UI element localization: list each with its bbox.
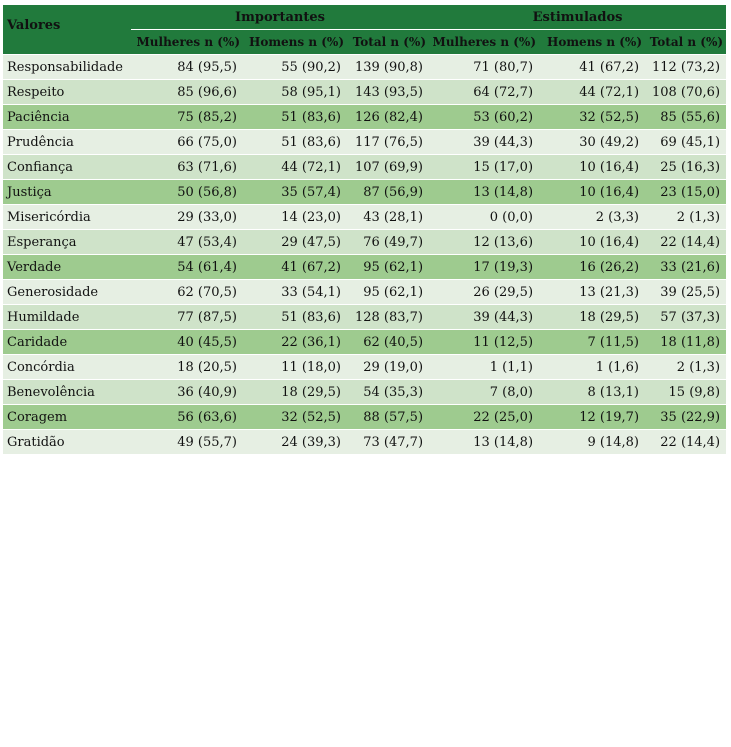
- row-label: Verdade: [3, 255, 131, 280]
- cell-estimulados-homens: 2 (3,3): [539, 205, 645, 230]
- cell-importantes-total: 87 (56,9): [347, 180, 429, 205]
- cell-importantes-total: 128 (83,7): [347, 305, 429, 330]
- cell-importantes-total: 29 (19,0): [347, 355, 429, 380]
- cell-importantes-total: 107 (69,9): [347, 155, 429, 180]
- cell-estimulados-mulheres: 39 (44,3): [429, 130, 539, 155]
- cell-estimulados-total: 39 (25,5): [645, 280, 726, 305]
- cell-importantes-homens: 44 (72,1): [243, 155, 347, 180]
- cell-importantes-total: 143 (93,5): [347, 80, 429, 105]
- group-header-estimulados: Estimulados: [429, 5, 726, 30]
- cell-importantes-mulheres: 50 (56,8): [131, 180, 243, 205]
- cell-estimulados-homens: 7 (11,5): [539, 330, 645, 355]
- cell-importantes-total: 95 (62,1): [347, 280, 429, 305]
- cell-importantes-total: 139 (90,8): [347, 55, 429, 80]
- cell-estimulados-total: 33 (21,6): [645, 255, 726, 280]
- cell-importantes-total: 62 (40,5): [347, 330, 429, 355]
- row-label: Confiança: [3, 155, 131, 180]
- row-label: Responsabilidade: [3, 55, 131, 80]
- subheader-estimulados-mulheres: Mulheres n (%): [429, 30, 539, 55]
- table-row: [3, 255, 726, 280]
- cell-estimulados-mulheres: 0 (0,0): [429, 205, 539, 230]
- valores-header: [3, 5, 131, 55]
- cell-estimulados-total: 35 (22,9): [645, 405, 726, 430]
- cell-importantes-mulheres: 47 (53,4): [131, 230, 243, 255]
- row-label: Esperança: [3, 230, 131, 255]
- cell-estimulados-homens: 12 (19,7): [539, 405, 645, 430]
- table-row: [3, 280, 726, 305]
- subheader-estimulados-homens: Homens n (%): [539, 30, 645, 55]
- cell-estimulados-homens: 10 (16,4): [539, 155, 645, 180]
- row-label: Gratidão: [3, 430, 131, 455]
- cell-importantes-mulheres: 54 (61,4): [131, 255, 243, 280]
- cell-estimulados-mulheres: 64 (72,7): [429, 80, 539, 105]
- cell-estimulados-homens: 32 (52,5): [539, 105, 645, 130]
- cell-importantes-homens: 58 (95,1): [243, 80, 347, 105]
- cell-estimulados-total: 23 (15,0): [645, 180, 726, 205]
- row-label: Justiça: [3, 180, 131, 205]
- cell-estimulados-mulheres: 15 (17,0): [429, 155, 539, 180]
- header-group-row: [3, 5, 726, 30]
- cell-estimulados-homens: 9 (14,8): [539, 430, 645, 455]
- cell-importantes-mulheres: 29 (33,0): [131, 205, 243, 230]
- cell-importantes-mulheres: 63 (71,6): [131, 155, 243, 180]
- cell-estimulados-total: 22 (14,4): [645, 430, 726, 455]
- cell-importantes-homens: 18 (29,5): [243, 380, 347, 405]
- group-header-importantes: Importantes: [131, 5, 429, 30]
- cell-estimulados-total: 57 (37,3): [645, 305, 726, 330]
- cell-importantes-homens: 22 (36,1): [243, 330, 347, 355]
- cell-importantes-homens: 51 (83,6): [243, 130, 347, 155]
- cell-importantes-mulheres: 84 (95,5): [131, 55, 243, 80]
- cell-importantes-homens: 51 (83,6): [243, 105, 347, 130]
- cell-importantes-total: 117 (76,5): [347, 130, 429, 155]
- cell-importantes-total: 73 (47,7): [347, 430, 429, 455]
- cell-importantes-mulheres: 18 (20,5): [131, 355, 243, 380]
- table-row: [3, 80, 726, 105]
- cell-estimulados-total: 18 (11,8): [645, 330, 726, 355]
- cell-estimulados-mulheres: 39 (44,3): [429, 305, 539, 330]
- table-row: [3, 405, 726, 430]
- cell-estimulados-homens: 18 (29,5): [539, 305, 645, 330]
- row-label: Benevolência: [3, 380, 131, 405]
- subheader-importantes-total: Total n (%): [347, 30, 429, 55]
- cell-importantes-mulheres: 77 (87,5): [131, 305, 243, 330]
- cell-estimulados-mulheres: 12 (13,6): [429, 230, 539, 255]
- table-row: [3, 105, 726, 130]
- values-table-container: [3, 5, 726, 454]
- row-label: Coragem: [3, 405, 131, 430]
- cell-importantes-homens: 33 (54,1): [243, 280, 347, 305]
- table-row: [3, 130, 726, 155]
- cell-estimulados-homens: 16 (26,2): [539, 255, 645, 280]
- cell-importantes-mulheres: 66 (75,0): [131, 130, 243, 155]
- row-label: Misericórdia: [3, 205, 131, 230]
- cell-importantes-total: 95 (62,1): [347, 255, 429, 280]
- cell-importantes-mulheres: 49 (55,7): [131, 430, 243, 455]
- cell-estimulados-total: 25 (16,3): [645, 155, 726, 180]
- cell-estimulados-total: 108 (70,6): [645, 80, 726, 105]
- row-label: Caridade: [3, 330, 131, 355]
- cell-importantes-homens: 14 (23,0): [243, 205, 347, 230]
- cell-estimulados-homens: 10 (16,4): [539, 230, 645, 255]
- cell-estimulados-homens: 13 (21,3): [539, 280, 645, 305]
- valores-header-label: Valores: [7, 18, 61, 33]
- cell-importantes-homens: 11 (18,0): [243, 355, 347, 380]
- row-label: Paciência: [3, 105, 131, 130]
- cell-estimulados-homens: 44 (72,1): [539, 80, 645, 105]
- cell-estimulados-homens: 1 (1,6): [539, 355, 645, 380]
- cell-importantes-total: 76 (49,7): [347, 230, 429, 255]
- table-header: [3, 5, 726, 55]
- cell-estimulados-homens: 8 (13,1): [539, 380, 645, 405]
- cell-estimulados-mulheres: 11 (12,5): [429, 330, 539, 355]
- cell-estimulados-total: 2 (1,3): [645, 205, 726, 230]
- cell-importantes-homens: 35 (57,4): [243, 180, 347, 205]
- cell-importantes-total: 54 (35,3): [347, 380, 429, 405]
- cell-estimulados-mulheres: 53 (60,2): [429, 105, 539, 130]
- cell-estimulados-mulheres: 22 (25,0): [429, 405, 539, 430]
- table-row: [3, 305, 726, 330]
- cell-importantes-total: 43 (28,1): [347, 205, 429, 230]
- cell-estimulados-mulheres: 13 (14,8): [429, 180, 539, 205]
- table-row: [3, 205, 726, 230]
- cell-estimulados-total: 15 (9,8): [645, 380, 726, 405]
- cell-importantes-mulheres: 40 (45,5): [131, 330, 243, 355]
- subheader-importantes-mulheres: Mulheres n (%): [131, 30, 243, 55]
- cell-importantes-homens: 24 (39,3): [243, 430, 347, 455]
- row-label: Humildade: [3, 305, 131, 330]
- table-row: [3, 55, 726, 80]
- cell-importantes-homens: 41 (67,2): [243, 255, 347, 280]
- cell-importantes-mulheres: 75 (85,2): [131, 105, 243, 130]
- cell-estimulados-homens: 30 (49,2): [539, 130, 645, 155]
- cell-estimulados-total: 2 (1,3): [645, 355, 726, 380]
- row-label: Concórdia: [3, 355, 131, 380]
- row-label: Prudência: [3, 130, 131, 155]
- cell-estimulados-mulheres: 71 (80,7): [429, 55, 539, 80]
- cell-estimulados-total: 22 (14,4): [645, 230, 726, 255]
- values-table: [3, 5, 726, 454]
- subheader-estimulados-total: Total n (%): [645, 30, 726, 55]
- table-row: [3, 180, 726, 205]
- table-row: [3, 330, 726, 355]
- table-row: [3, 155, 726, 180]
- cell-importantes-homens: 51 (83,6): [243, 305, 347, 330]
- cell-estimulados-mulheres: 26 (29,5): [429, 280, 539, 305]
- cell-estimulados-homens: 41 (67,2): [539, 55, 645, 80]
- table-row: [3, 355, 726, 380]
- cell-estimulados-mulheres: 1 (1,1): [429, 355, 539, 380]
- table-row: [3, 230, 726, 255]
- table-row: [3, 380, 726, 405]
- cell-importantes-homens: 32 (52,5): [243, 405, 347, 430]
- cell-importantes-homens: 29 (47,5): [243, 230, 347, 255]
- cell-importantes-mulheres: 36 (40,9): [131, 380, 243, 405]
- row-label: Generosidade: [3, 280, 131, 305]
- cell-importantes-homens: 55 (90,2): [243, 55, 347, 80]
- cell-estimulados-total: 112 (73,2): [645, 55, 726, 80]
- cell-importantes-mulheres: 85 (96,6): [131, 80, 243, 105]
- cell-estimulados-total: 69 (45,1): [645, 130, 726, 155]
- cell-importantes-total: 126 (82,4): [347, 105, 429, 130]
- cell-estimulados-mulheres: 17 (19,3): [429, 255, 539, 280]
- cell-importantes-total: 88 (57,5): [347, 405, 429, 430]
- table-row: [3, 430, 726, 455]
- row-label: Respeito: [3, 80, 131, 105]
- cell-estimulados-homens: 10 (16,4): [539, 180, 645, 205]
- cell-estimulados-mulheres: 7 (8,0): [429, 380, 539, 405]
- cell-importantes-mulheres: 56 (63,6): [131, 405, 243, 430]
- subheader-importantes-homens: Homens n (%): [243, 30, 347, 55]
- cell-estimulados-total: 85 (55,6): [645, 105, 726, 130]
- cell-importantes-mulheres: 62 (70,5): [131, 280, 243, 305]
- table-body: [3, 55, 726, 455]
- cell-estimulados-mulheres: 13 (14,8): [429, 430, 539, 455]
